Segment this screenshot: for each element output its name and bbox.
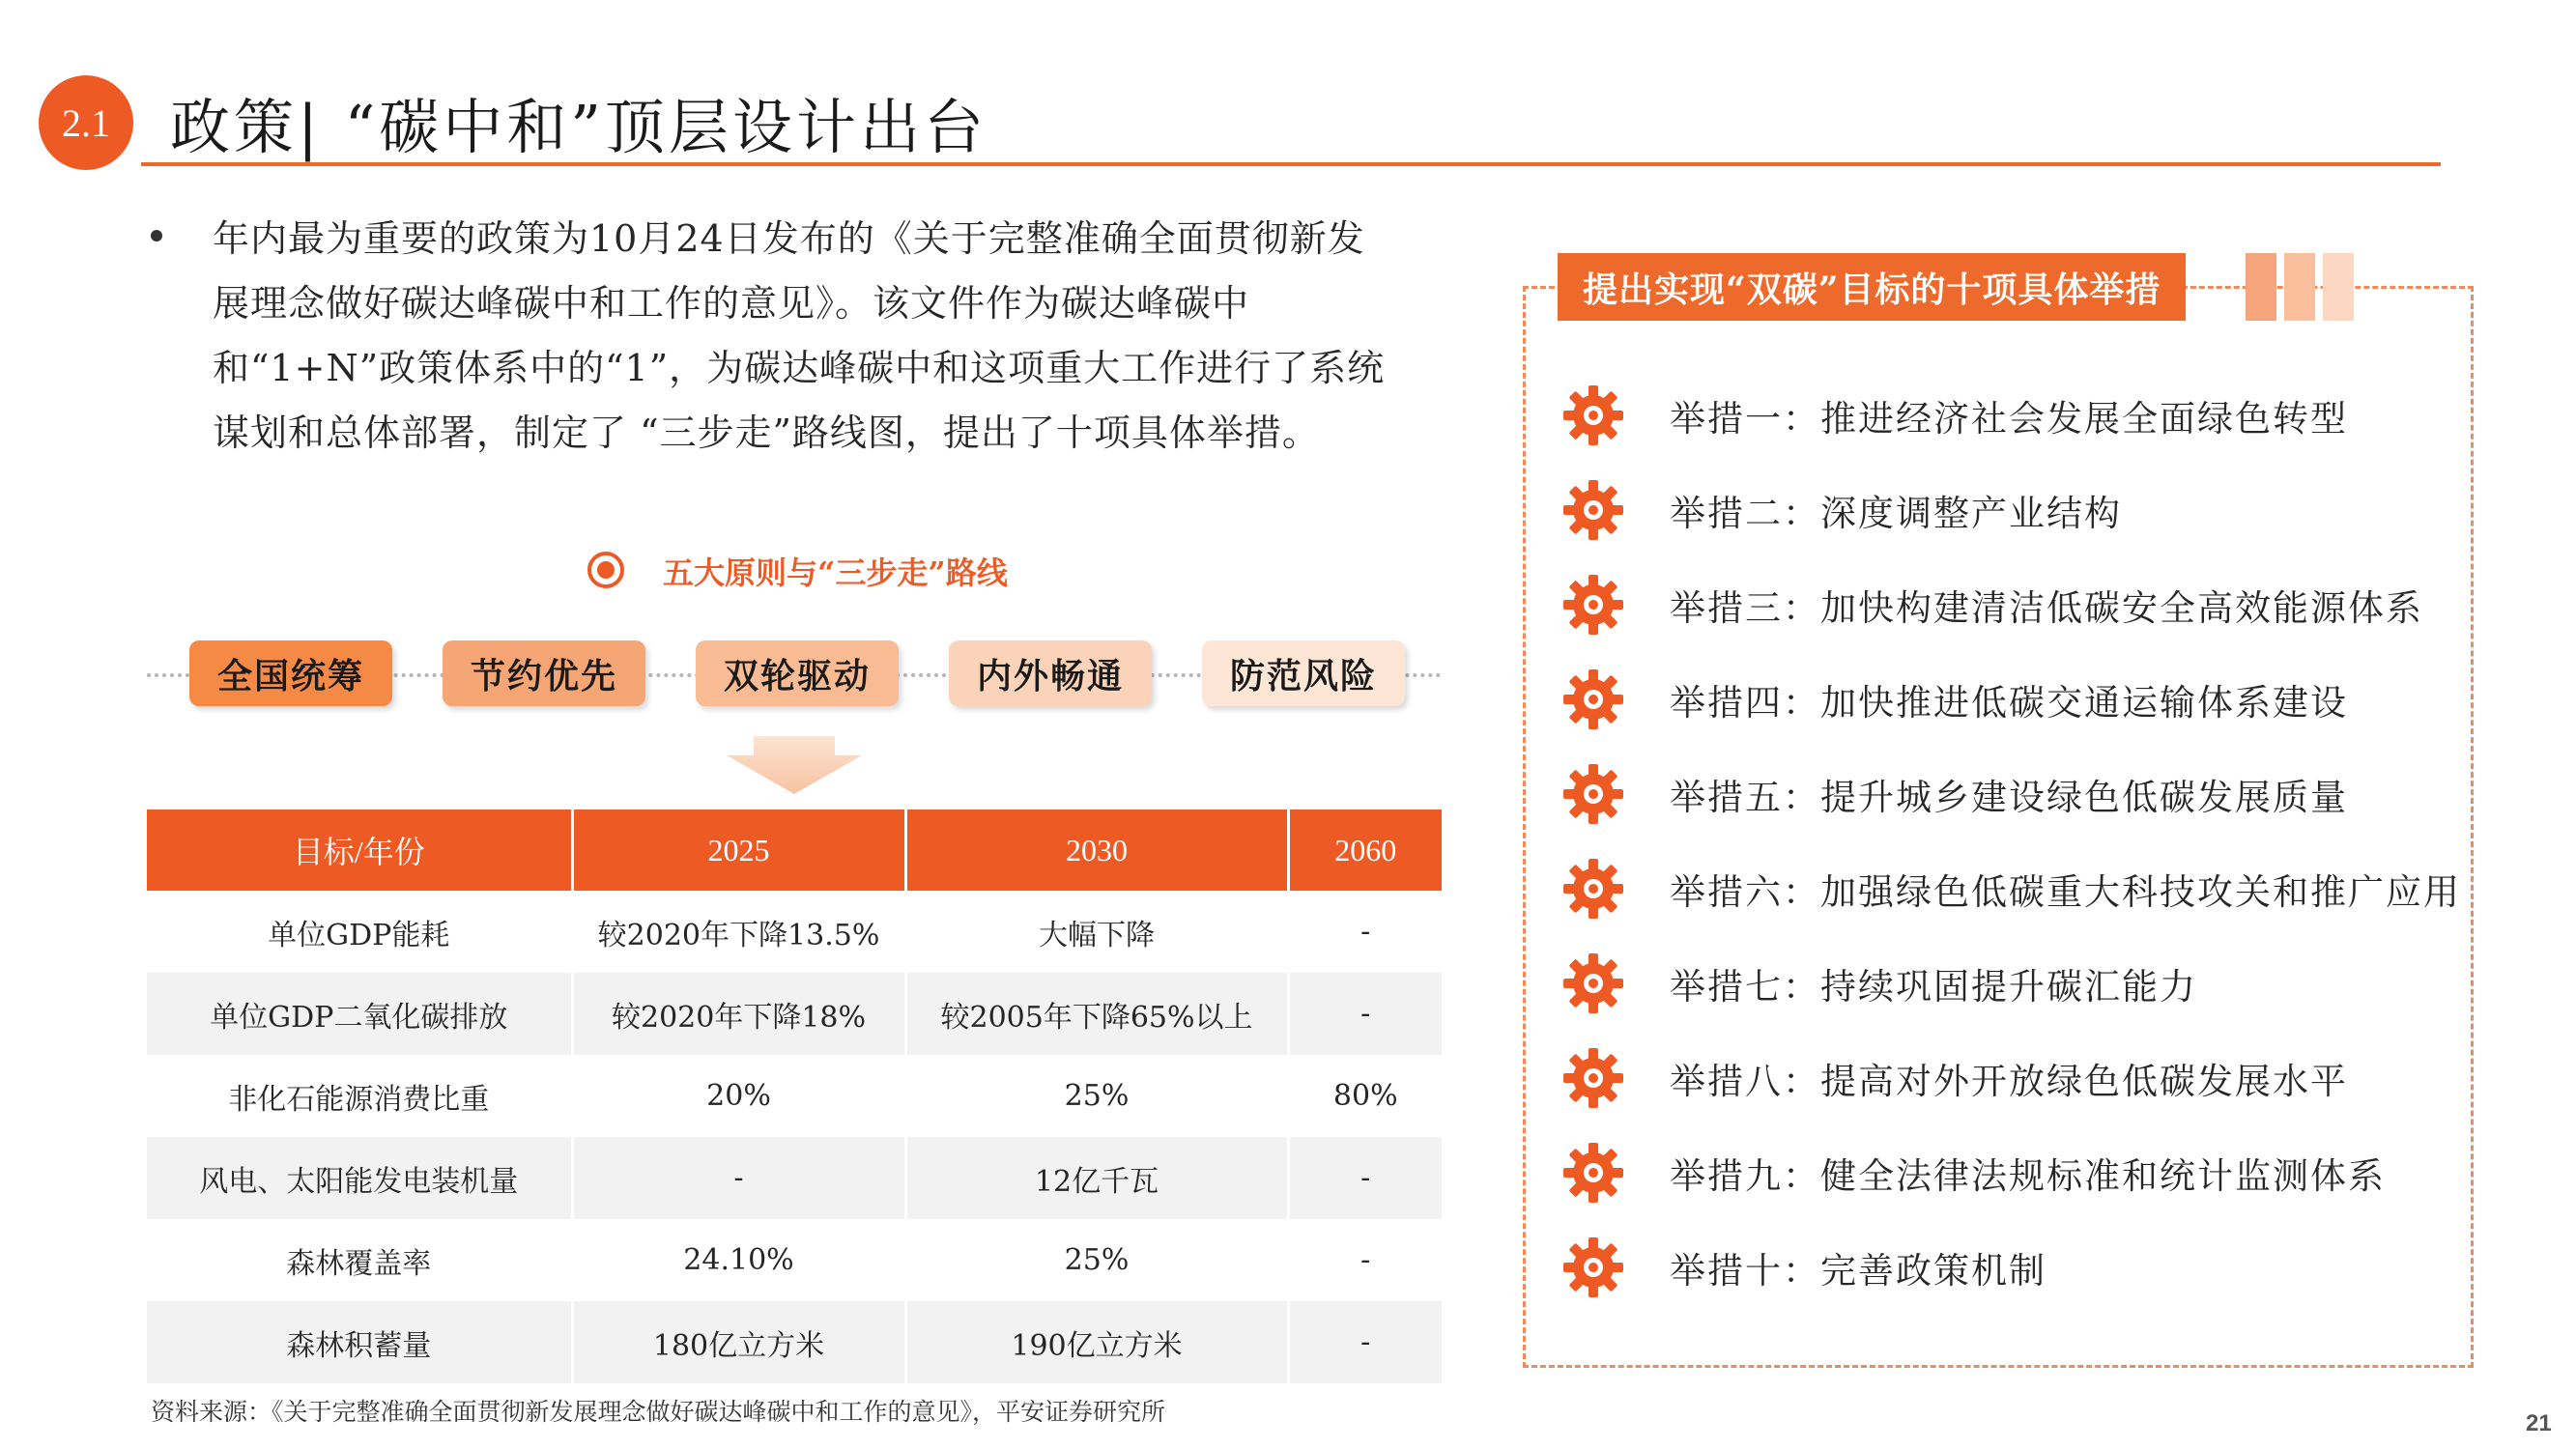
section-number-badge	[39, 75, 133, 170]
bullet-icon	[151, 230, 162, 242]
intro-paragraph: 年内最为重要的政策为10月24日发布的《关于完整准确全面贯彻新发展理念做好碳达峰碳中和工作的意见》。该文件作为碳达峰碳中和“1+N”政策体系中的“1”，为碳达峰碳中和这项重大工作进行了系统谋划和总体部署，制定了 “三步走”路线图，提出了十项具体举措。	[213, 217, 1386, 454]
table-cell: 80%	[1332, 1079, 1398, 1113]
list-item	[1561, 571, 2489, 639]
tab-stripe-decoration	[2246, 253, 2276, 321]
table-cell: 单位GDP二氧化碳排放	[147, 973, 572, 1055]
targets-table	[147, 810, 1442, 1383]
principle-label: 防范风险	[1229, 655, 1377, 696]
principle-pill-1	[189, 640, 392, 706]
principles-title: 五大原则与“三步走”路线	[663, 554, 1008, 591]
measure-text: 举措七：持续巩固提升碳汇能力	[1670, 966, 2197, 1008]
table-cell: 190亿立方米	[905, 1301, 1288, 1383]
gear-icon	[1561, 952, 1625, 1015]
measure-text: 举措四：加快推进低碳交通运输体系建设	[1670, 682, 2348, 724]
table-cell: 180亿立方米	[572, 1301, 905, 1383]
list-item	[1561, 382, 2489, 449]
table-row	[147, 1137, 1442, 1219]
table-cell: 单位GDP能耗	[147, 891, 572, 973]
table-header-row	[147, 810, 1442, 891]
table-cell: 较2020年下降13.5%	[572, 891, 905, 973]
principle-pill-3	[696, 640, 899, 706]
table-cell: 森林积蓄量	[147, 1301, 572, 1383]
table-cell: -	[1360, 915, 1371, 949]
tab-stripe-decoration	[2284, 253, 2315, 321]
table-cell: 12亿千瓦	[905, 1137, 1288, 1219]
measure-text: 举措五：提升城乡建设绿色低碳发展质量	[1670, 777, 2348, 818]
table-cell: -	[1360, 1243, 1371, 1277]
measure-text: 举措十：完善政策机制	[1670, 1250, 2046, 1292]
list-item	[1561, 476, 2489, 544]
table-cell: 25%	[905, 1055, 1288, 1137]
table-header-cell: 2060	[1288, 810, 1442, 891]
gear-icon	[1561, 668, 1625, 731]
measures-title-text: 提出实现“双碳”目标的十项具体举措	[1583, 269, 2161, 310]
table-cell: -	[1288, 1137, 1442, 1219]
source-note: 资料来源：《关于完整准确全面贯彻新发展理念做好碳达峰碳中和工作的意见》，平安证券研究所	[151, 1398, 1166, 1426]
table-cell: 24.10%	[572, 1219, 905, 1301]
gear-icon	[1561, 1141, 1625, 1205]
title-divider	[141, 162, 2441, 166]
table-header-cell: 2025	[572, 810, 905, 891]
target-icon	[587, 551, 625, 589]
gear-icon	[1561, 1236, 1625, 1299]
table-cell: 非化石能源消费比重	[147, 1055, 572, 1137]
list-item	[1561, 666, 2489, 733]
gear-icon	[1561, 762, 1625, 826]
gear-icon	[1561, 573, 1625, 637]
principle-label: 双轮驱动	[723, 655, 871, 696]
table-cell: -	[1288, 973, 1442, 1055]
measure-text: 举措三：加快构建清洁低碳安全高效能源体系	[1670, 587, 2423, 629]
page-number: 21	[2526, 1410, 2552, 1436]
table-cell: -	[572, 1137, 905, 1219]
table-row	[147, 973, 1442, 1055]
table-cell: 大幅下降	[905, 891, 1288, 973]
table-cell: 较2005年下降65%以上	[905, 973, 1288, 1055]
table-cell: 25%	[905, 1219, 1288, 1301]
table-header-cell: 2030	[905, 810, 1288, 891]
table-header-cell: 目标/年份	[147, 810, 572, 891]
principle-label: 节约优先	[470, 655, 617, 696]
table-cell: 森林覆盖率	[147, 1219, 572, 1301]
table-row	[147, 1301, 1442, 1383]
gear-icon	[1561, 857, 1625, 921]
table-row	[147, 891, 1442, 973]
list-item	[1561, 1234, 2489, 1301]
measure-text: 举措八：提高对外开放绿色低碳发展水平	[1670, 1061, 2348, 1102]
list-item	[1561, 1044, 2489, 1112]
page-title: 政策| “碳中和”顶层设计出台	[170, 92, 987, 162]
principle-pill-4	[949, 640, 1152, 706]
list-item	[1561, 950, 2489, 1017]
measure-text: 举措六：加强绿色低碳重大科技攻关和推广应用	[1670, 871, 2461, 913]
table-cell: 风电、太阳能发电装机量	[147, 1137, 572, 1219]
principle-pill-2	[443, 640, 645, 706]
gear-icon	[1561, 384, 1625, 447]
principle-pill-5	[1202, 640, 1405, 706]
gear-icon	[1561, 478, 1625, 542]
principle-label: 全国统筹	[216, 655, 364, 696]
section-number: 2.1	[62, 100, 110, 145]
table-cell: 较2020年下降18%	[572, 973, 905, 1055]
arrow-down-icon	[727, 736, 862, 794]
principle-label: 内外畅通	[976, 655, 1124, 696]
measure-text: 举措一：推进经济社会发展全面绿色转型	[1670, 398, 2348, 440]
tab-stripe-decoration	[2323, 253, 2354, 321]
gear-icon	[1561, 1046, 1625, 1110]
table-row	[147, 1055, 1442, 1137]
table-row	[147, 1219, 1442, 1301]
list-item	[1561, 1139, 2489, 1207]
table-cell: -	[1288, 1301, 1442, 1383]
measure-text: 举措九：健全法律法规标准和统计监测体系	[1670, 1155, 2386, 1197]
list-item	[1561, 760, 2489, 828]
measures-panel-title	[1558, 253, 2186, 321]
measure-text: 举措二：深度调整产业结构	[1670, 493, 2122, 534]
table-cell: 20%	[572, 1055, 905, 1137]
list-item	[1561, 855, 2489, 923]
